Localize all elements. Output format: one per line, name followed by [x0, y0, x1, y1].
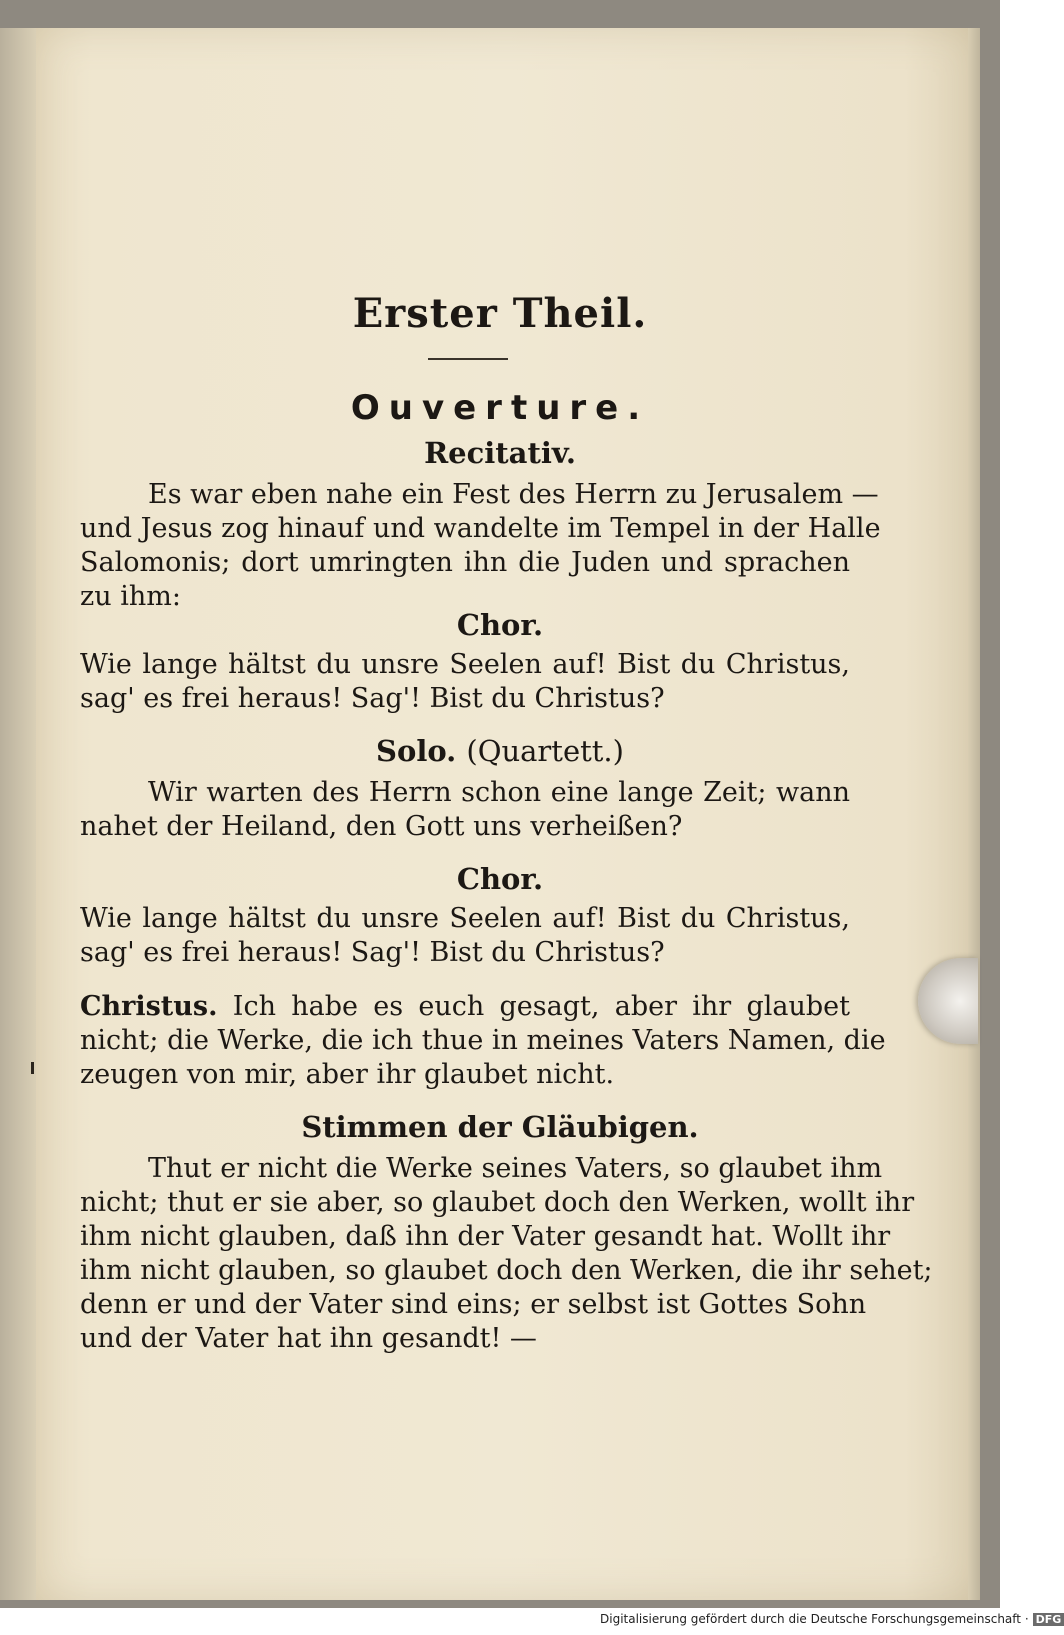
text-line: Wie lange hältst du unsre Seelen auf! Bist du Christus, [80, 903, 850, 934]
section-heading-chor-2: Chor. [456, 862, 544, 896]
text-line [80, 990, 850, 1024]
text-line: Es war eben nahe ein Fest des Herrn zu Jerusalem — [148, 479, 879, 510]
text-line: nicht; die Werke, die ich thue in meines Vaters Namen, die [80, 1025, 886, 1056]
section-heading-stimmen: Stimmen der Gläubigen. [301, 1110, 699, 1144]
section-heading-solo [0, 734, 1000, 768]
overture-heading: Ouverture. [350, 388, 650, 428]
text-line: sag' es frei heraus! Sag'! Bist du Christus? [80, 683, 665, 714]
title-divider [428, 358, 508, 360]
section-heading-chor-1: Chor. [456, 608, 544, 642]
section-text-stimmen [80, 1152, 933, 1356]
text-line: Salomonis; dort umringten ihn die Juden und sprachen [80, 547, 850, 578]
text-line: nahet der Heiland, den Gott uns verheißen? [80, 811, 683, 842]
section-text-christus [80, 990, 886, 1092]
text-line: Thut er nicht die Werke seines Vaters, so glaubet ihm [148, 1153, 883, 1184]
text-line: und der Vater hat ihn gesandt! — [80, 1323, 537, 1354]
text-line: zu ihm: [80, 581, 181, 612]
text-line: Wie lange hältst du unsre Seelen auf! Bist du Christus, [80, 649, 850, 680]
text-line: zeugen von mir, aber ihr glaubet nicht. [80, 1059, 615, 1090]
solo-label: Solo. [376, 734, 457, 768]
solo-sub-label: (Quartett.) [466, 734, 624, 768]
page-title: Erster Theil. [352, 290, 648, 337]
section-heading-recitativ: Recitativ. [424, 436, 576, 470]
text-line: ihm nicht glauben, so glaubet doch den Werken, die ihr sehet; [80, 1255, 933, 1286]
footer-credit-text: Digitalisierung gefördert durch die Deutsche Forschungsgemeinschaft · [600, 1612, 1029, 1626]
text-line: denn er und der Vater sind eins; er selbst ist Gottes Sohn [80, 1289, 867, 1320]
text-line: ihm nicht glauben, daß ihn der Vater gesandt hat. Wollt ihr [80, 1221, 891, 1252]
section-text-chor-1 [80, 648, 850, 716]
speaker-christus: Christus. [80, 991, 218, 1022]
text-line: nicht; thut er sie aber, so glaubet doch den Werken, wollt ihr [80, 1187, 915, 1218]
text-line: Wir warten des Herrn schon eine lange Zeit; wann [148, 777, 850, 808]
section-text-chor-2 [80, 902, 850, 970]
text-line: und Jesus zog hinauf und wandelte im Tempel in der Halle [80, 513, 881, 544]
text-line-fragment: Ich habe es euch gesagt, aber ihr glaubet [232, 991, 850, 1022]
section-text-recitativ [80, 478, 881, 614]
section-text-solo [80, 776, 850, 844]
digitization-footer [600, 1612, 1062, 1634]
dfg-logo: DFG [1033, 1613, 1064, 1626]
text-line: sag' es frei heraus! Sag'! Bist du Christus? [80, 937, 665, 968]
